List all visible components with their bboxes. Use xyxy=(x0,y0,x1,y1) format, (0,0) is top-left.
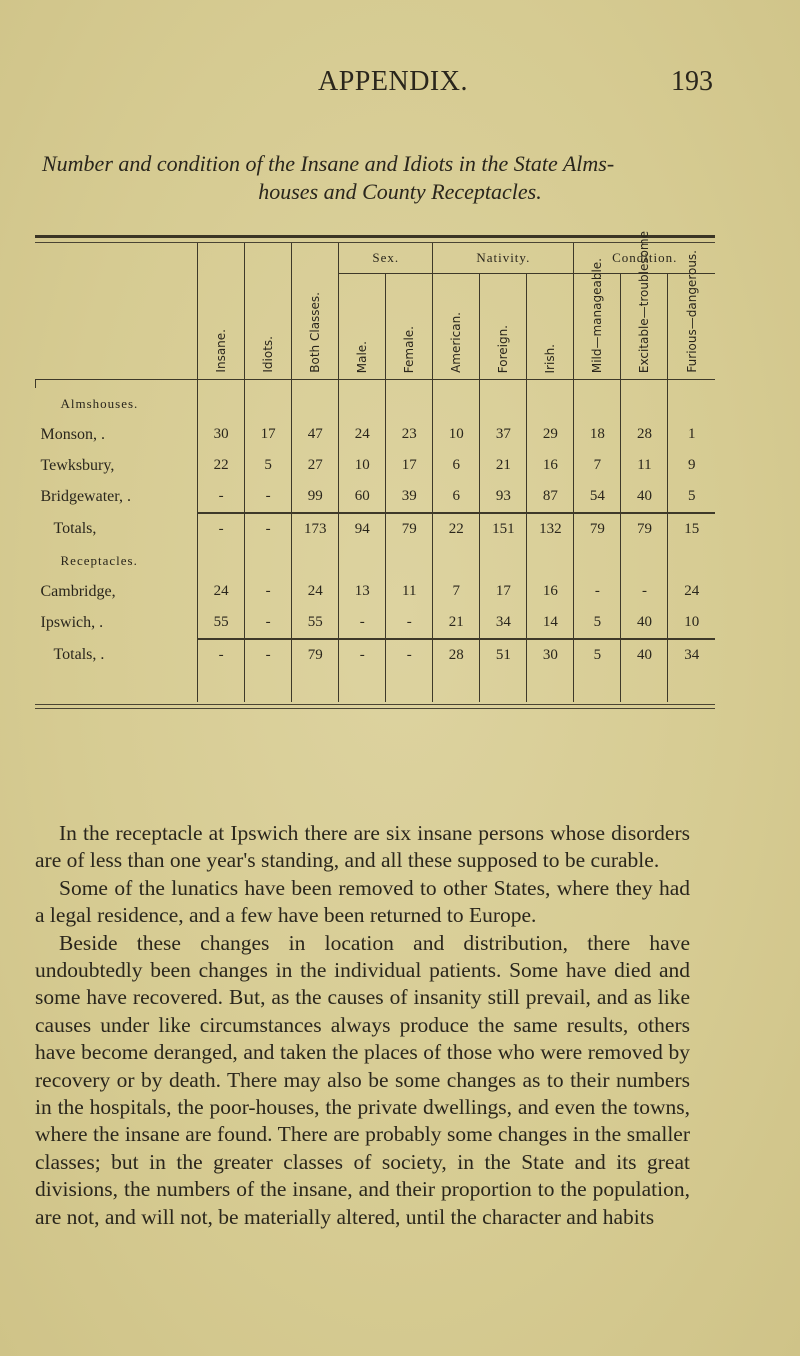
table-cell: 10 xyxy=(339,450,386,481)
table-cell: - xyxy=(245,513,292,545)
table-cell: 16 xyxy=(527,576,574,607)
table-cell: 6 xyxy=(433,450,480,481)
table-cell xyxy=(527,380,574,389)
table-cell xyxy=(621,380,668,389)
col-header-foreign: Foreign. xyxy=(480,274,527,380)
table-cell: 94 xyxy=(339,513,386,545)
table-cell: 22 xyxy=(198,450,245,481)
row-label: Monson, . xyxy=(40,425,105,443)
col-header-female: Female. xyxy=(386,274,433,380)
table-cell: - xyxy=(245,639,292,671)
table-cell: 87 xyxy=(527,481,574,513)
table-cell xyxy=(245,388,292,419)
row-label: Totals, xyxy=(53,520,97,537)
col-header-mild: Mild—manageable. xyxy=(574,274,621,380)
table-cell: 79 xyxy=(621,513,668,545)
table-cell xyxy=(386,388,433,419)
table-cell xyxy=(245,671,292,702)
table-cell xyxy=(574,671,621,702)
table-cell xyxy=(292,380,339,389)
table-cell xyxy=(574,545,621,576)
table-cell xyxy=(292,671,339,702)
table-cell: 6 xyxy=(433,481,480,513)
caption-line-1: Number and condition of the Insane and Idiots in the State Alms- xyxy=(42,151,615,176)
table-caption xyxy=(40,150,760,206)
col-header-american: American. xyxy=(433,274,480,380)
totals-row xyxy=(36,639,716,671)
table-cell: 173 xyxy=(292,513,339,545)
table-cell xyxy=(198,380,245,389)
table-cell: 9 xyxy=(668,450,715,481)
section-title: Almshouses. xyxy=(60,395,139,411)
table-cell xyxy=(527,545,574,576)
table-cell: 34 xyxy=(480,607,527,639)
table-cell: 93 xyxy=(480,481,527,513)
row-label: Totals, . xyxy=(53,646,105,663)
table-bottom-rule xyxy=(35,704,715,705)
col-header-both-classes: Both Classes. xyxy=(292,274,339,380)
table-cell xyxy=(433,671,480,702)
totals-row xyxy=(36,513,716,545)
table-row xyxy=(36,576,716,607)
table-cell xyxy=(433,388,480,419)
table-cell: 55 xyxy=(198,607,245,639)
running-head xyxy=(0,66,800,106)
table-cell: 151 xyxy=(480,513,527,545)
table-cell: 99 xyxy=(292,481,339,513)
row-label: Tewksbury, xyxy=(40,456,115,474)
table-cell xyxy=(527,671,574,702)
table-cell: - xyxy=(198,481,245,513)
table-cell: 37 xyxy=(480,419,527,450)
table-cell xyxy=(433,380,480,389)
table-bottom-rule-2 xyxy=(35,708,715,709)
table-cell: 15 xyxy=(668,513,715,545)
statistics-table-wrapper xyxy=(35,230,715,709)
table-cell: 55 xyxy=(292,607,339,639)
table-cell: - xyxy=(245,576,292,607)
table-cell: 21 xyxy=(433,607,480,639)
table-cell: 13 xyxy=(339,576,386,607)
table-cell: 54 xyxy=(574,481,621,513)
col-header-idiots: Idiots. xyxy=(245,274,292,380)
column-header-row xyxy=(36,274,716,380)
table-cell: 11 xyxy=(621,450,668,481)
table-cell xyxy=(668,671,715,702)
table-cell: - xyxy=(386,639,433,671)
table-cell xyxy=(198,671,245,702)
col-header-furious: Furious—dangerous. xyxy=(668,274,715,380)
table-cell xyxy=(36,380,198,389)
table-cell xyxy=(245,380,292,389)
table-cell: 60 xyxy=(339,481,386,513)
section-title: Receptacles. xyxy=(60,552,138,568)
table-cell: 16 xyxy=(527,450,574,481)
table-cell xyxy=(292,545,339,576)
table-cell: - xyxy=(621,576,668,607)
insane-idiots-table xyxy=(35,230,715,702)
col-header-male: Male. xyxy=(339,274,386,380)
table-cell: 51 xyxy=(480,639,527,671)
row-label: Cambridge, xyxy=(40,582,116,600)
table-cell: 5 xyxy=(245,450,292,481)
table-cell: 14 xyxy=(527,607,574,639)
table-cell xyxy=(480,388,527,419)
table-cell: 29 xyxy=(527,419,574,450)
table-cell: 27 xyxy=(292,450,339,481)
table-cell: 39 xyxy=(386,481,433,513)
row-label: Bridgewater, . xyxy=(40,488,131,505)
table-cell xyxy=(668,380,715,389)
table-cell xyxy=(386,380,433,389)
table-cell: 28 xyxy=(621,419,668,450)
paragraph: In the receptacle at Ipswich there are six insane persons whose disorders are of less than one year's standing, and all these supposed to be curable. xyxy=(35,821,690,873)
caption-line-2: houses and County Receptacles. xyxy=(258,179,542,204)
table-cell: 40 xyxy=(621,639,668,671)
table-cell: 24 xyxy=(668,576,715,607)
table-cell: 24 xyxy=(339,419,386,450)
body-text xyxy=(35,820,690,1231)
table-cell xyxy=(198,388,245,419)
table-cell: 17 xyxy=(386,450,433,481)
table-row xyxy=(36,481,716,513)
table-cell: 23 xyxy=(386,419,433,450)
table-cell: 11 xyxy=(386,576,433,607)
table-cell xyxy=(621,671,668,702)
table-top-rule xyxy=(35,235,715,238)
group-header-row xyxy=(36,243,716,274)
table-cell xyxy=(339,380,386,389)
table-cell xyxy=(527,388,574,419)
group-header-sex: Sex. xyxy=(339,243,433,274)
group-header-condition: Condition. xyxy=(574,243,715,274)
table-cell xyxy=(480,380,527,389)
table-cell xyxy=(574,380,621,389)
table-cell xyxy=(480,545,527,576)
section-row-almshouses xyxy=(36,388,716,419)
table-cell: 21 xyxy=(480,450,527,481)
table-cell xyxy=(668,388,715,419)
table-cell: - xyxy=(339,607,386,639)
table-cell: 30 xyxy=(198,419,245,450)
section-row-receptacles xyxy=(36,545,716,576)
table-cell: - xyxy=(574,576,621,607)
table-cell: 132 xyxy=(527,513,574,545)
running-head-title: APPENDIX. xyxy=(318,66,468,97)
page-number: 193 xyxy=(671,66,713,97)
table-cell: 7 xyxy=(574,450,621,481)
table-cell xyxy=(339,671,386,702)
table-cell: 24 xyxy=(198,576,245,607)
table-cell: 18 xyxy=(574,419,621,450)
table-cell: 24 xyxy=(292,576,339,607)
table-cell: 40 xyxy=(621,481,668,513)
table-cell: 34 xyxy=(668,639,715,671)
col-header-irish: Irish. xyxy=(527,274,574,380)
row-label: Ipswich, . xyxy=(40,614,104,631)
table-cell: 30 xyxy=(527,639,574,671)
paragraph: Some of the lunatics have been removed to other States, where they had a legal residence, and a few have been returned to Europe. xyxy=(35,875,690,928)
table-cell xyxy=(386,671,433,702)
table-cell xyxy=(574,388,621,419)
table-cell xyxy=(433,545,480,576)
table-cell: 17 xyxy=(480,576,527,607)
table-cell: - xyxy=(245,481,292,513)
table-cell xyxy=(621,388,668,419)
group-header-nativity: Nativity. xyxy=(433,243,574,274)
table-cell: 5 xyxy=(574,607,621,639)
table-cell: 47 xyxy=(292,419,339,450)
table-cell xyxy=(198,545,245,576)
col-header-excitable: Excitable—troublesome xyxy=(621,274,668,380)
table-cell xyxy=(621,545,668,576)
table-cell: - xyxy=(198,639,245,671)
table-cell: 5 xyxy=(668,481,715,513)
table-cell xyxy=(480,671,527,702)
table-cell: 22 xyxy=(433,513,480,545)
table-row xyxy=(36,419,716,450)
table-cell: 79 xyxy=(386,513,433,545)
paragraph: Beside these changes in location and distribution, there have undoubtedly been changes in the individual patients. Some have died and some have recovered. But, as the causes of insanity still prevail, and as like causes under like circumstances always produce the same results, others have become deranged, and taken the places of those who were removed by recovery or by death. There may also be some changes as to their numbers in the hospitals, the poor-houses, the private dwellings, and even the towns, where the insane are found. There are probably some changes in the smaller classes; but in the greater classes of society, in the State and its great divisions, the numbers of the insane, and their proportion to the population, are not, and will not, be materially altered, until the character and habits xyxy=(35,930,690,1229)
table-cell: 79 xyxy=(574,513,621,545)
table-row xyxy=(36,450,716,481)
table-cell xyxy=(386,545,433,576)
table-cell: 28 xyxy=(433,639,480,671)
table-cell: 10 xyxy=(433,419,480,450)
table-cell xyxy=(292,388,339,419)
table-cell: - xyxy=(386,607,433,639)
table-cell: 5 xyxy=(574,639,621,671)
table-cell: 17 xyxy=(245,419,292,450)
table-cell: 10 xyxy=(668,607,715,639)
table-cell xyxy=(668,545,715,576)
table-cell: - xyxy=(339,639,386,671)
table-cell: 1 xyxy=(668,419,715,450)
table-cell xyxy=(339,545,386,576)
table-cell: 40 xyxy=(621,607,668,639)
table-cell: - xyxy=(198,513,245,545)
table-cell xyxy=(245,545,292,576)
table-row xyxy=(36,607,716,639)
table-cell xyxy=(339,388,386,419)
col-header-insane: Insane. xyxy=(198,274,245,380)
table-cell: 79 xyxy=(292,639,339,671)
table-cell: 7 xyxy=(433,576,480,607)
table-cell xyxy=(36,671,198,702)
table-cell: - xyxy=(245,607,292,639)
